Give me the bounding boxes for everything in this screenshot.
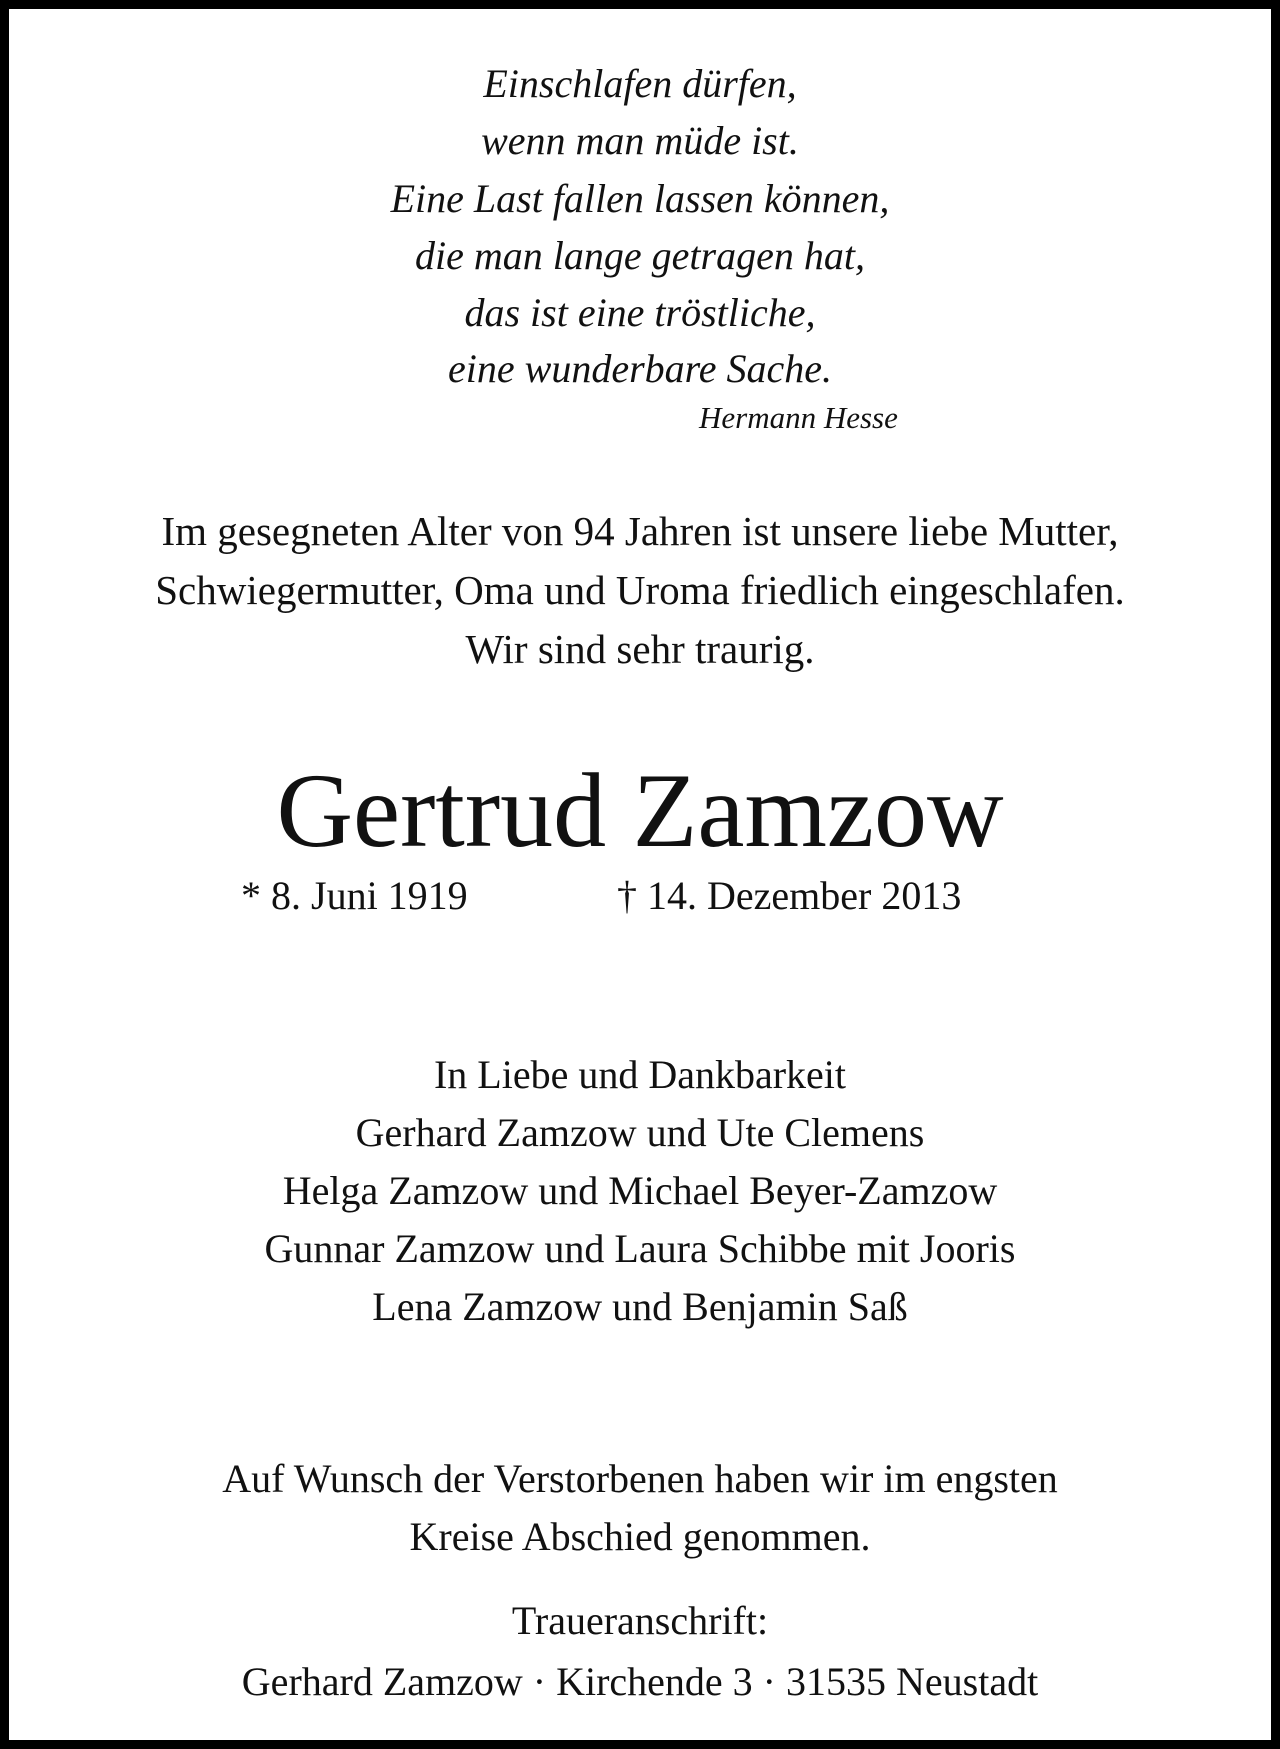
announcement-line: Im gesegneten Alter von 94 Jahren ist unsere liebe Mutter, [161,508,1119,554]
address-value: Gerhard Zamzow · Kirchende 3 · 31535 Neustadt [241,1659,1039,1704]
address-label: Traueranschrift: [511,1598,769,1643]
announcement-line: Schwiegermutter, Oma und Uroma friedlich eingeschlafen. [155,567,1125,613]
poem-line: das ist eine tröstliche, [464,290,816,335]
deceased-name: Gertrud Zamzow [276,752,1004,869]
closing-line: Auf Wunsch der Verstorbenen haben wir im engsten [222,1456,1058,1501]
poem-line: wenn man müde ist. [481,118,799,163]
poem-line: Einschlafen dürfen, [483,61,797,106]
mourners-heading: In Liebe und Dankbarkeit [433,1052,847,1097]
mourner-line: Lena Zamzow und Benjamin Saß [372,1284,908,1329]
poem-author: Hermann Hesse [699,400,898,435]
closing-line: Kreise Abschied genommen. [409,1514,871,1559]
birth-date: * 8. Juni 1919 [241,873,468,918]
mourner-line: Helga Zamzow und Michael Beyer-Zamzow [282,1168,998,1213]
mourner-line: Gerhard Zamzow und Ute Clemens [355,1110,925,1155]
poem-line: Eine Last fallen lassen können, [390,176,890,221]
death-date: † 14. Dezember 2013 [617,873,962,918]
mourner-line: Gunnar Zamzow und Laura Schibbe mit Jooris [264,1226,1016,1271]
poem-line: die man lange getragen hat, [415,233,865,278]
announcement-line: Wir sind sehr traurig. [465,626,815,672]
poem-line: eine wunderbare Sache. [448,346,832,391]
